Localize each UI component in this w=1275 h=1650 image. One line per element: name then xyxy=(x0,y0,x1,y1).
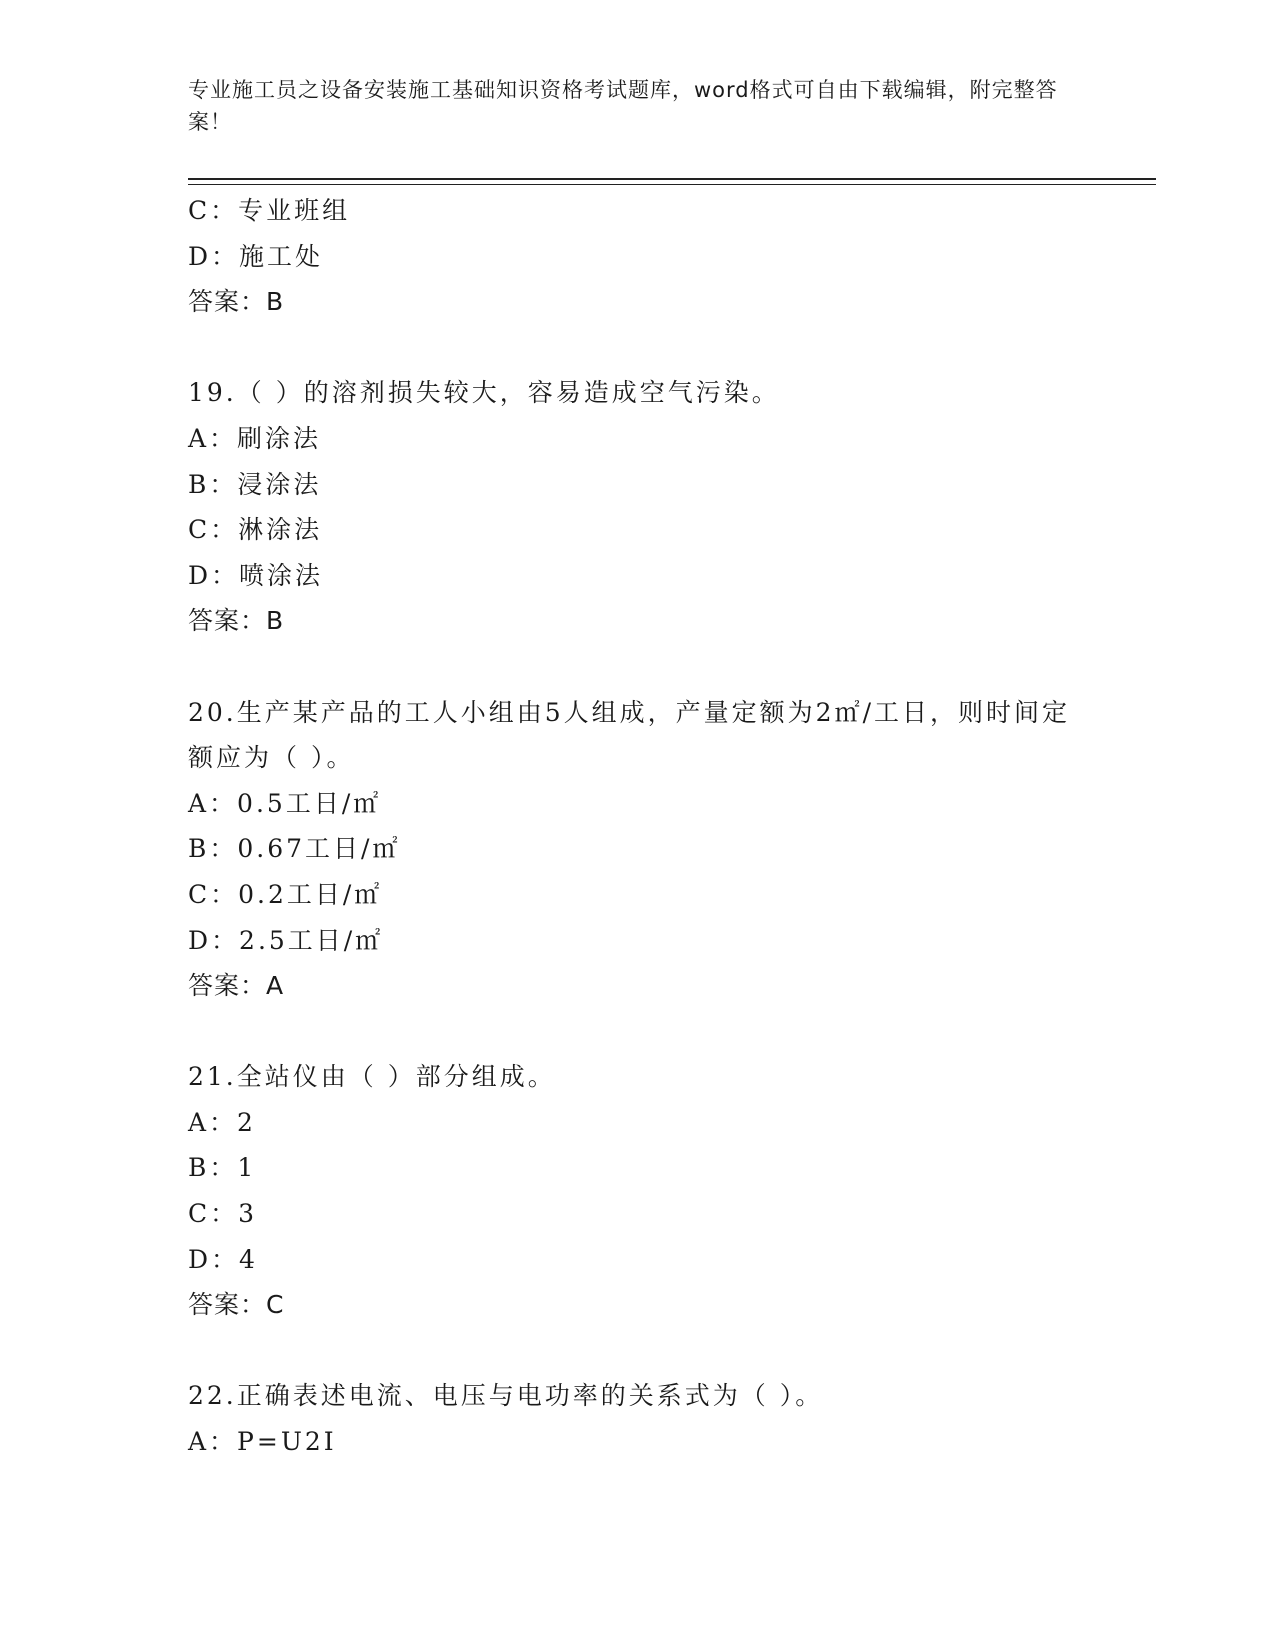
q22-option-a: A：P=U2I xyxy=(188,1427,337,1457)
q22-question: 22.正确表述电流、电压与电功率的关系式为（ ）。 xyxy=(188,1381,824,1411)
q19-question: 19.（ ）的溶剂损失较大，容易造成空气污染。 xyxy=(188,378,780,408)
header-divider xyxy=(188,178,1156,185)
q21-option-d: D：4 xyxy=(188,1244,258,1274)
q19-option-b: B：浸涂法 xyxy=(188,469,322,499)
page-header: 专业施工员之设备安装施工基础知识资格考试题库，word格式可自由下载编辑，附完整答案！ xyxy=(188,78,1058,134)
spacer xyxy=(188,1009,1088,1055)
q19-option-a: A：刷涂法 xyxy=(188,423,322,453)
spacer xyxy=(188,1328,1088,1374)
q20-option-b: B：0.67工日/㎡ xyxy=(188,834,401,864)
q20-question: 20.生产某产品的工人小组由5人组成，产量定额为2㎡/工日，则时间定额应为（ ）。 xyxy=(188,697,1070,773)
q21-option-c: C：3 xyxy=(188,1199,258,1229)
q18-answer: 答案：B xyxy=(188,287,285,317)
q20-option-c: C：0.2工日/㎡ xyxy=(188,879,383,909)
q21-answer: 答案：C xyxy=(188,1290,285,1320)
q20-answer: 答案：A xyxy=(188,971,285,1001)
q19-answer: 答案：B xyxy=(188,606,285,636)
question-list xyxy=(188,188,1088,1465)
q20-option-a: A：0.5工日/㎡ xyxy=(188,788,382,818)
q21-question: 21.全站仪由（ ）部分组成。 xyxy=(188,1062,556,1092)
spacer xyxy=(188,325,1088,371)
q21-option-b: B：1 xyxy=(188,1153,257,1183)
q18-option-d: D：施工处 xyxy=(188,241,324,271)
q19-option-d: D：喷涂法 xyxy=(188,560,324,590)
q21-option-a: A：2 xyxy=(188,1107,256,1137)
q18-option-c: C：专业班组 xyxy=(188,196,351,225)
q20-option-d: D：2.5工日/㎡ xyxy=(188,925,384,955)
q19-option-c: C：淋涂法 xyxy=(188,515,323,545)
spacer xyxy=(188,644,1088,690)
